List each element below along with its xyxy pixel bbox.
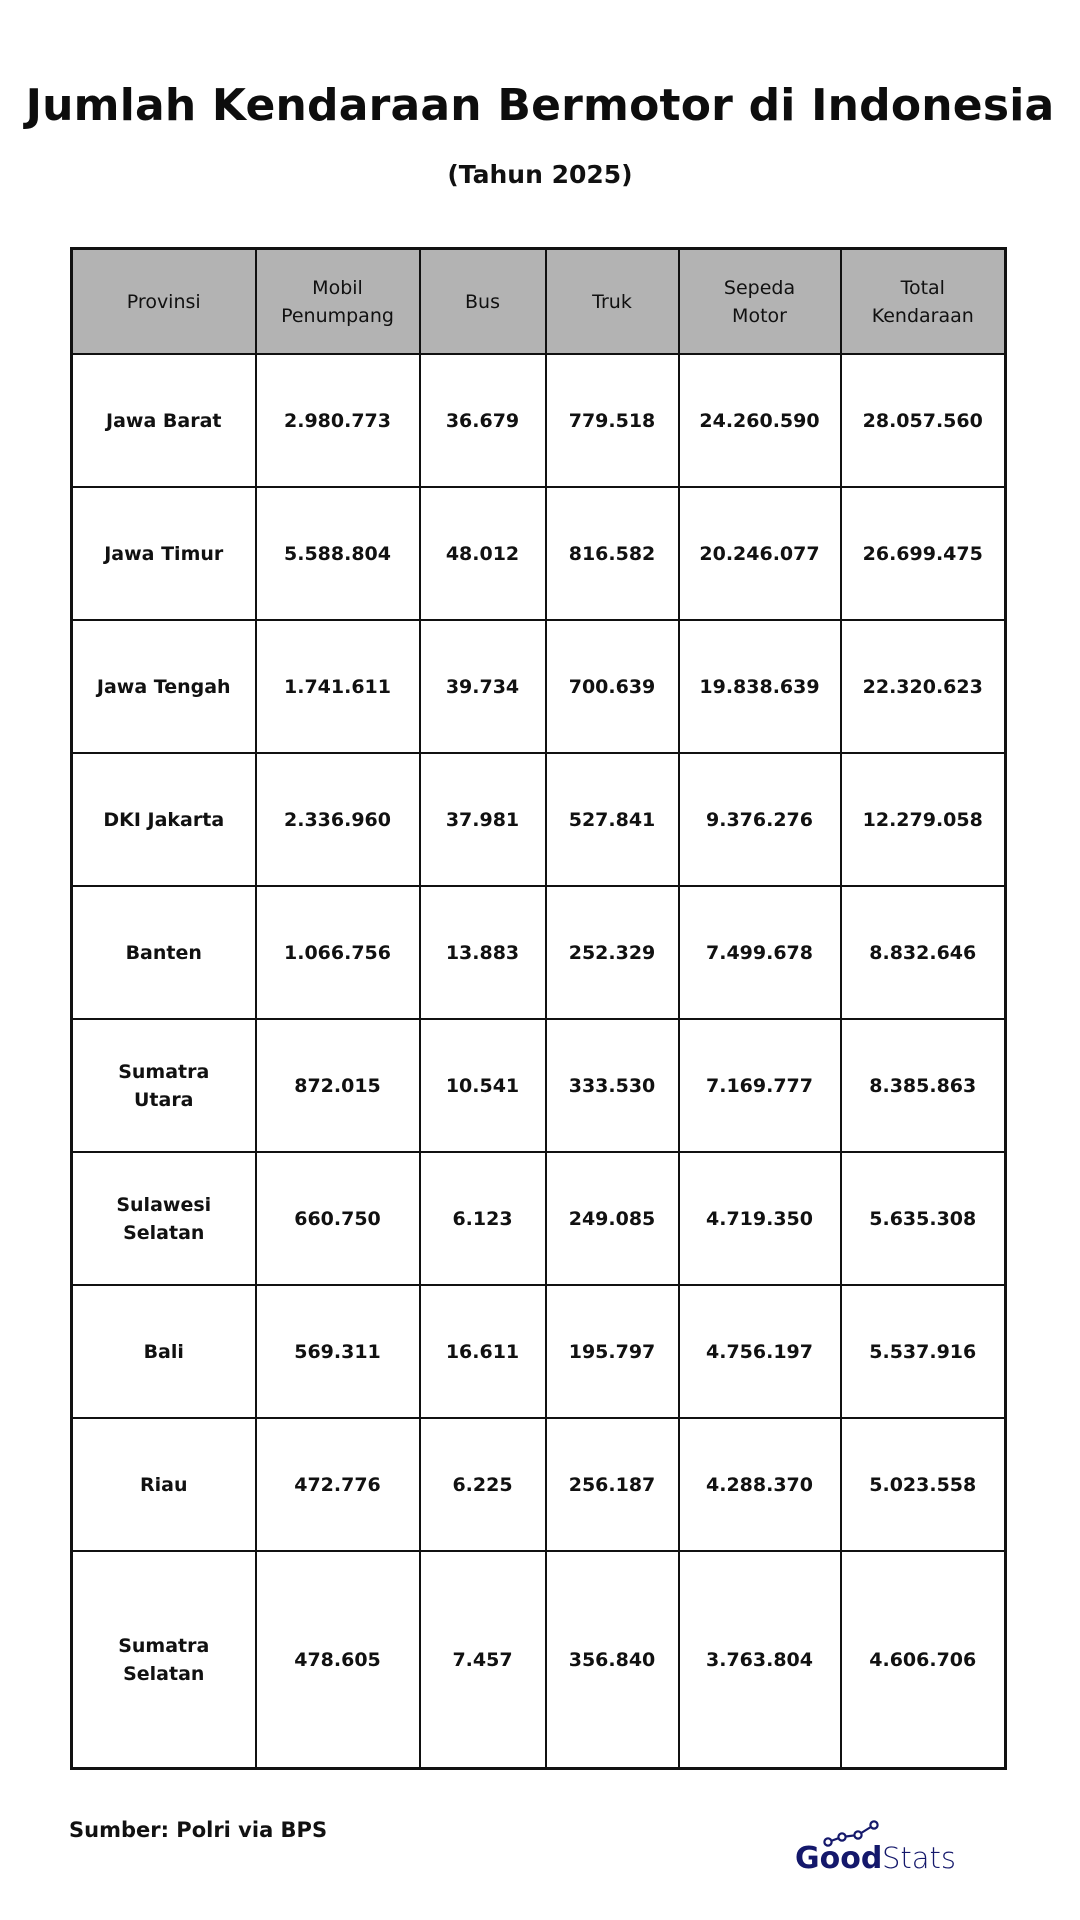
- cell-mobil-penumpang: 569.311: [256, 1285, 420, 1418]
- cell-truk: 527.841: [546, 753, 679, 886]
- column-header-truk: [546, 249, 679, 355]
- table-row: [72, 1551, 1006, 1769]
- cell-total: 28.057.560: [841, 354, 1006, 487]
- header-line: Motor: [732, 304, 787, 327]
- cell-provinsi: Sumatra Utara: [72, 1019, 256, 1152]
- cell-bus: 10.541: [420, 1019, 546, 1152]
- cell-truk: 816.582: [546, 487, 679, 620]
- header-line: Bus: [465, 290, 500, 313]
- cell-bus: 16.611: [420, 1285, 546, 1418]
- cell-sepeda-motor: 3.763.804: [679, 1551, 841, 1769]
- trend-line-icon: [790, 1815, 980, 1875]
- svg-text:Good: Good: [795, 1841, 883, 1875]
- cell-provinsi: Jawa Tengah: [72, 620, 256, 753]
- column-header-mobil-penumpang: [256, 249, 420, 355]
- column-header-total-kendaraan: [841, 249, 1006, 355]
- cell-truk: 333.530: [546, 1019, 679, 1152]
- cell-mobil-penumpang: 5.588.804: [256, 487, 420, 620]
- table-row: [72, 1152, 1006, 1285]
- cell-mobil-penumpang: 2.336.960: [256, 753, 420, 886]
- cell-provinsi: Sulawesi Selatan: [72, 1152, 256, 1285]
- page-title: Jumlah Kendaraan Bermotor di Indonesia: [25, 80, 1055, 131]
- cell-provinsi: Jawa Barat: [72, 354, 256, 487]
- header-line: Provinsi: [126, 290, 201, 313]
- source-note: Sumber: Polri via BPS: [69, 1818, 328, 1842]
- table-row: [72, 886, 1006, 1019]
- cell-total: 5.537.916: [841, 1285, 1006, 1418]
- cell-truk: 249.085: [546, 1152, 679, 1285]
- cell-mobil-penumpang: 872.015: [256, 1019, 420, 1152]
- cell-bus: 6.123: [420, 1152, 546, 1285]
- cell-truk: 700.639: [546, 620, 679, 753]
- cell-sepeda-motor: 9.376.276: [679, 753, 841, 886]
- cell-truk: 356.840: [546, 1551, 679, 1769]
- cell-provinsi: Jawa Timur: [72, 487, 256, 620]
- cell-mobil-penumpang: 478.605: [256, 1551, 420, 1769]
- header-line: Total: [900, 276, 945, 299]
- header-line: Mobil: [312, 276, 363, 299]
- cell-truk: 195.797: [546, 1285, 679, 1418]
- table-row: [72, 1019, 1006, 1152]
- table-body: [72, 354, 1006, 1769]
- header-line: Sepeda: [723, 276, 796, 299]
- cell-sepeda-motor: 4.719.350: [679, 1152, 841, 1285]
- cell-provinsi: Bali: [72, 1285, 256, 1418]
- column-header-sepeda-motor: [679, 249, 841, 355]
- cell-truk: 252.329: [546, 886, 679, 1019]
- header-line: Truk: [592, 290, 632, 313]
- cell-bus: 7.457: [420, 1551, 546, 1769]
- cell-provinsi: Banten: [72, 886, 256, 1019]
- cell-provinsi: Sumatra Selatan: [72, 1551, 256, 1769]
- column-header-bus: [420, 249, 546, 355]
- cell-bus: 48.012: [420, 487, 546, 620]
- table-row: [72, 753, 1006, 886]
- cell-mobil-penumpang: 1.741.611: [256, 620, 420, 753]
- cell-mobil-penumpang: 1.066.756: [256, 886, 420, 1019]
- svg-text:Stats: Stats: [882, 1841, 957, 1875]
- table-row: [72, 1418, 1006, 1551]
- cell-bus: 36.679: [420, 354, 546, 487]
- cell-total: 5.023.558: [841, 1418, 1006, 1551]
- cell-total: 22.320.623: [841, 620, 1006, 753]
- goodstats-logo: [790, 1815, 980, 1875]
- table-header-row: [72, 249, 1006, 355]
- cell-total: 26.699.475: [841, 487, 1006, 620]
- cell-sepeda-motor: 7.169.777: [679, 1019, 841, 1152]
- table-row: [72, 620, 1006, 753]
- table-row: [72, 354, 1006, 487]
- cell-bus: 6.225: [420, 1418, 546, 1551]
- vehicle-table: [70, 247, 1007, 1770]
- table-row: [72, 1285, 1006, 1418]
- cell-sepeda-motor: 4.756.197: [679, 1285, 841, 1418]
- header-line: Kendaraan: [871, 304, 974, 327]
- cell-sepeda-motor: 7.499.678: [679, 886, 841, 1019]
- cell-bus: 39.734: [420, 620, 546, 753]
- cell-sepeda-motor: 20.246.077: [679, 487, 841, 620]
- page-subtitle: (Tahun 2025): [447, 160, 633, 189]
- cell-truk: 256.187: [546, 1418, 679, 1551]
- cell-provinsi: Riau: [72, 1418, 256, 1551]
- cell-total: 8.385.863: [841, 1019, 1006, 1152]
- cell-truk: 779.518: [546, 354, 679, 487]
- cell-total: 8.832.646: [841, 886, 1006, 1019]
- cell-mobil-penumpang: 2.980.773: [256, 354, 420, 487]
- cell-sepeda-motor: 19.838.639: [679, 620, 841, 753]
- header-line: Penumpang: [281, 304, 394, 327]
- cell-bus: 37.981: [420, 753, 546, 886]
- cell-total: 12.279.058: [841, 753, 1006, 886]
- cell-total: 5.635.308: [841, 1152, 1006, 1285]
- cell-total: 4.606.706: [841, 1551, 1006, 1769]
- cell-provinsi: DKI Jakarta: [72, 753, 256, 886]
- cell-sepeda-motor: 4.288.370: [679, 1418, 841, 1551]
- cell-mobil-penumpang: 660.750: [256, 1152, 420, 1285]
- table-row: [72, 487, 1006, 620]
- column-header-provinsi: [72, 249, 256, 355]
- cell-bus: 13.883: [420, 886, 546, 1019]
- cell-sepeda-motor: 24.260.590: [679, 354, 841, 487]
- cell-mobil-penumpang: 472.776: [256, 1418, 420, 1551]
